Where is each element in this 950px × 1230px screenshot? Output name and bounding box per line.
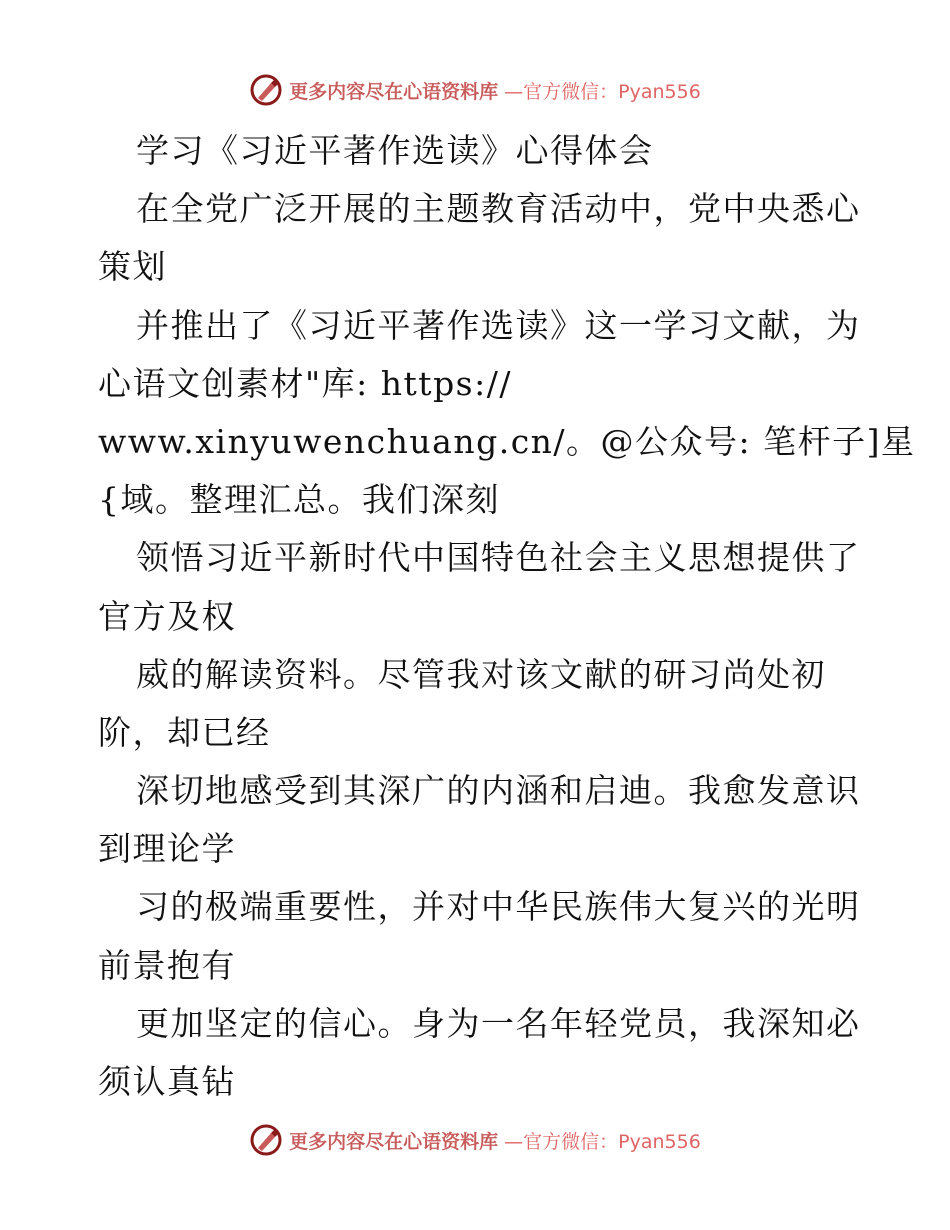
footer-watermark	[0, 1120, 950, 1160]
text-line: {域。整理汇总。我们深刻	[98, 480, 500, 520]
text-line: 官方及权	[98, 596, 236, 636]
watermark-sub-text: —官方微信：Pyan556	[504, 1130, 701, 1153]
watermark-main-text: 更多内容尽在心语资料库	[289, 80, 499, 103]
header-watermark	[0, 70, 950, 110]
text-line: 更加坚定的信心。身为一名年轻党员，我深知必	[136, 1003, 861, 1043]
text-line: 领悟习近平新时代中国特色社会主义思想提供了	[136, 538, 861, 578]
pen-logo-icon	[249, 73, 283, 107]
watermark-sub-text: —官方微信：Pyan556	[504, 80, 701, 103]
text-line: 策划	[98, 247, 167, 287]
text-line: 并推出了《习近平著作选读》这一学习文献，为	[136, 305, 861, 345]
document-body	[98, 122, 916, 1111]
text-line: 心语文创素材"库: https://	[98, 363, 512, 403]
text-line: www.xinyuwenchuang.cn/。@公众号: 笔杆子]星	[98, 421, 916, 461]
text-line: 习的极端重要性，并对中华民族伟大复兴的光明	[136, 887, 861, 927]
document-title: 学习《习近平著作选读》心得体会	[136, 131, 654, 170]
text-line: 到理论学	[98, 829, 236, 869]
text-line: 威的解读资料。尽管我对该文献的研习尚处初	[136, 654, 826, 694]
text-line: 深切地感受到其深广的内涵和启迪。我愈发意识	[136, 771, 861, 811]
text-line: 在全党广泛开展的主题教育活动中，党中央悉心	[136, 189, 861, 229]
text-line: 阶，却已经	[98, 712, 271, 752]
text-line: 前景抱有	[98, 945, 236, 985]
watermark-main-text: 更多内容尽在心语资料库	[289, 1130, 499, 1153]
pen-logo-icon	[249, 1123, 283, 1157]
text-line: 须认真钻	[98, 1062, 236, 1101]
